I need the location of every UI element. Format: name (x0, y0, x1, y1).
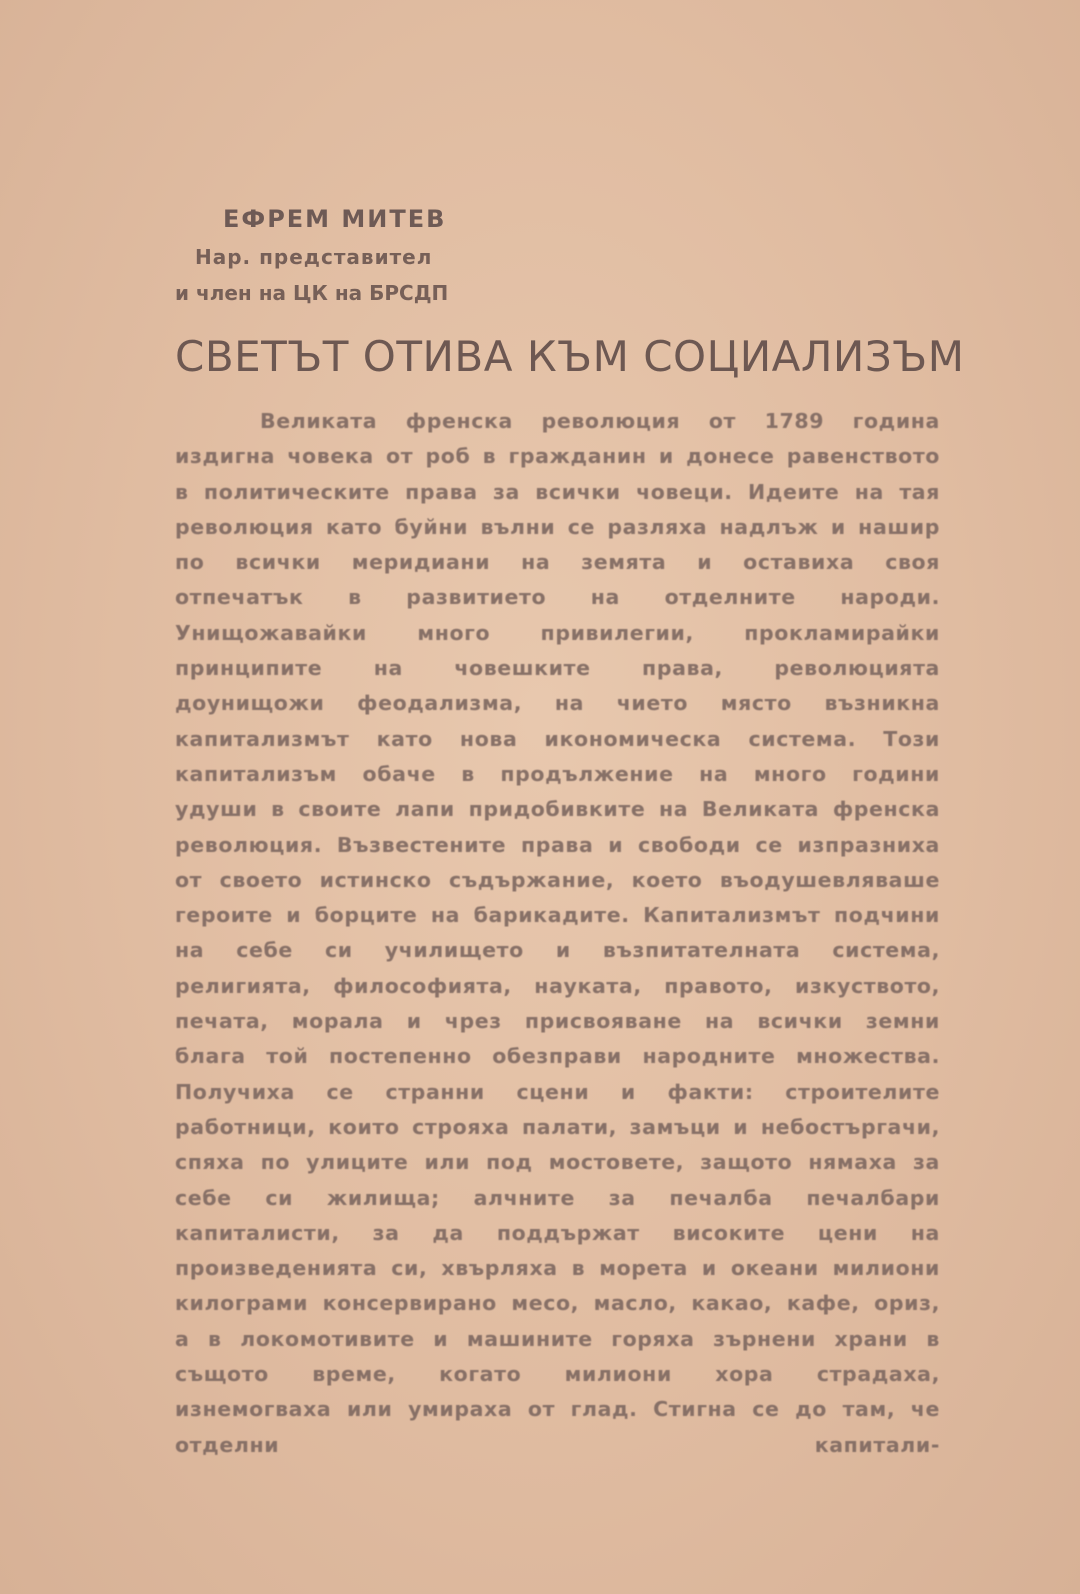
article-title: СВЕТЪТ ОТИВА КЪМ СОЦИАЛИЗЪМ (175, 332, 965, 381)
author-membership: и член на ЦК на БРСДП (175, 281, 449, 305)
author-role: Нар. представител (195, 245, 433, 269)
article-body: Великата френска революция от 1789 година издигна човека от роб в гражданин и донесе равенството в политическите права за всички човеци. Идеите на тая революция като буйни вълни се разляха надлъж и нашир по всички меридиани на земята и оставиха своя отпечатък в развитието на отделните народи. Унищожавайки много привилегии, прокламирайки принципите на човешките права, революцията доунищожи феодализма, на чието място възникна капитализмът като нова икономическа система. Този капитализъм обаче в продължение на много години удуши в своите лапи придобивките на Великата френска революция. Възвестените права и свободи се изпразниха от своето истинско съдържание, което въодушевляваше героите и борците на барикадите. Капитализмът подчини на себе си училището и възпитателната система, религията, философията, науката, правото, изкуството, печата, морала и чрез присвояване на всички земни блага той постепенно обезправи народните множества. Получиха се странни сцени и факти: строителите работници, които строяха палати, замъци и небостъргачи, спяха по улиците или под мостовете, защото нямаха за себе си жилища; алчните за печалба печалбари капиталисти, за да поддържат високите цени на произведенията си, хвърляха в морета и океани милиони килограми консервирано месо, масло, какао, кафе, ориз, а в локомотивите и машините горяха зърнени храни в същото време, когато милиони хора страдаха, изнемогваха или умираха от глад. Стигна се до там, че отделни капитали- (175, 409, 940, 1457)
author-name: ЕФРЕМ МИТЕВ (223, 205, 447, 233)
